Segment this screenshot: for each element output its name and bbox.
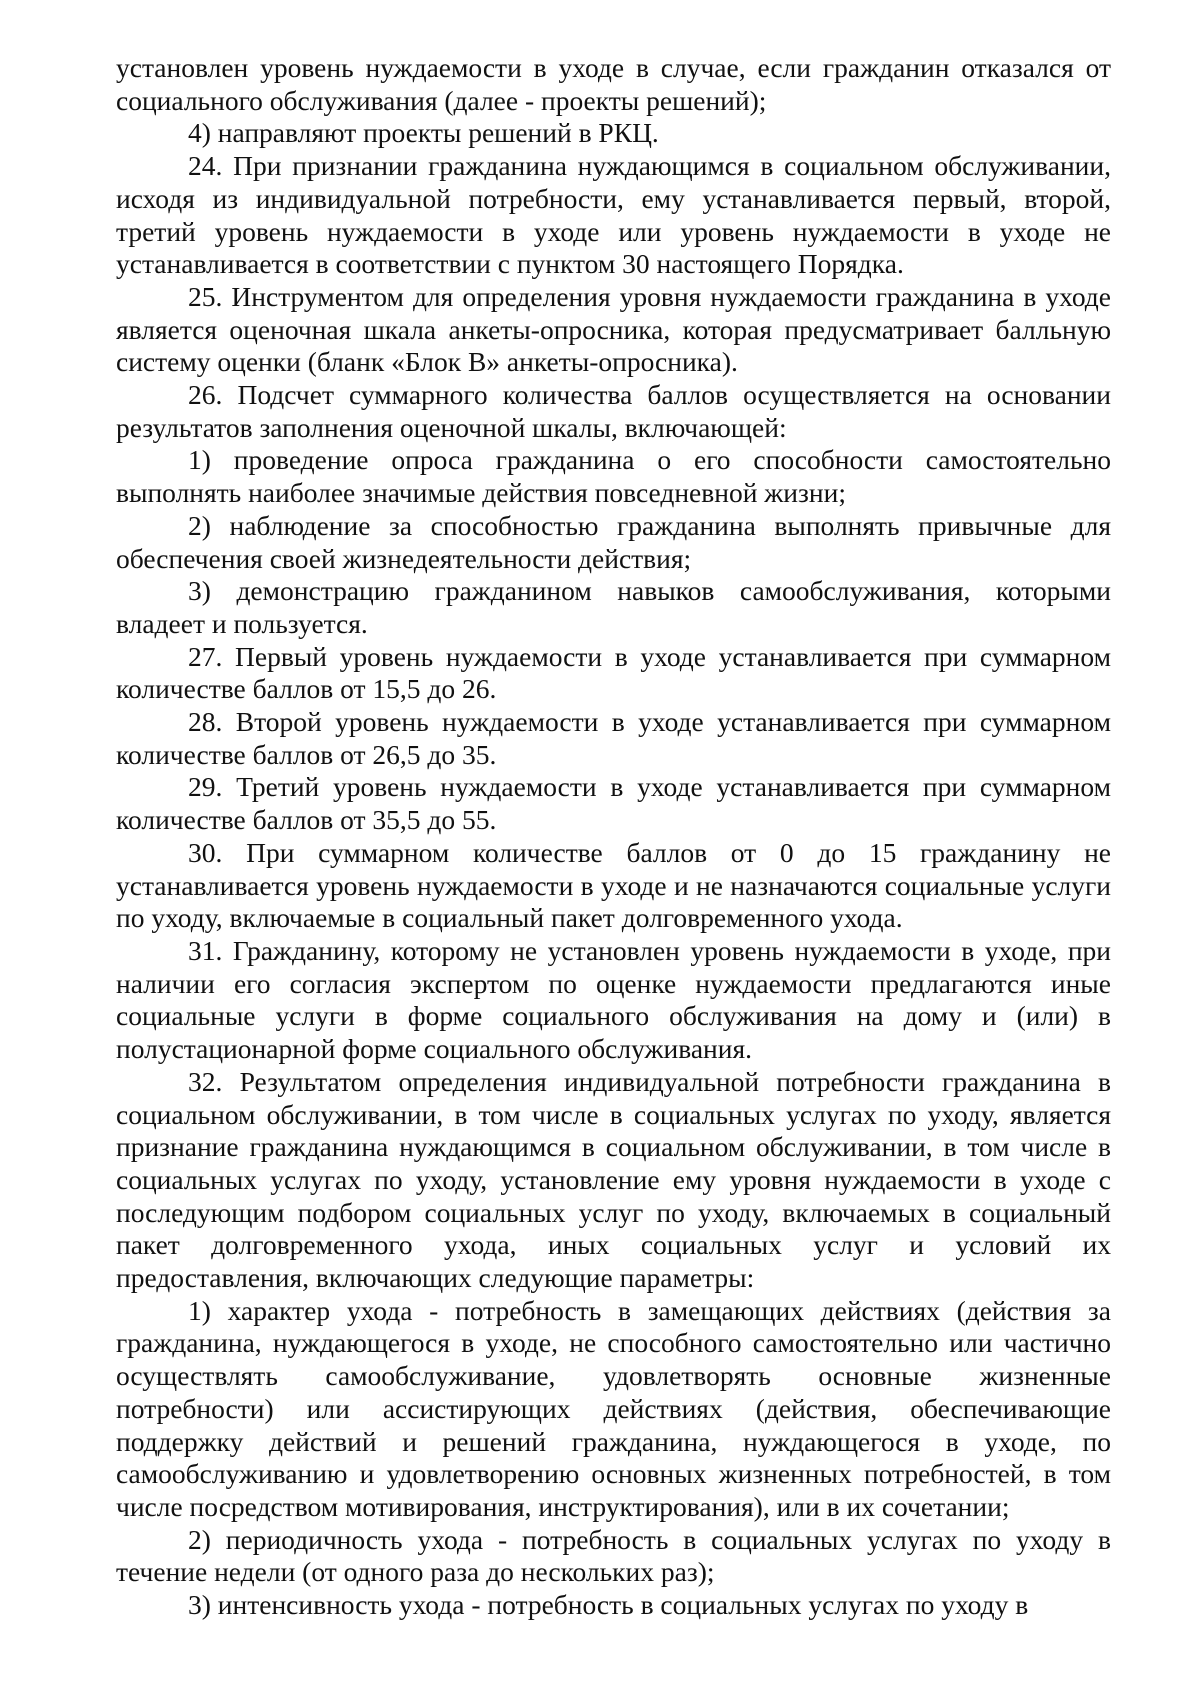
- paragraph-32-item-2: 2) периодичность ухода - потребность в социальных услугах по уходу в течение недели (от одного раза до нескольких раз);: [116, 1523, 1111, 1588]
- paragraph-30: 30. При суммарном количестве баллов от 0 до 15 гражданину не устанавливается уровень нуждаемости в уходе и не назначаются социальные услуги по уходу, включаемые в социальный пакет долговременного ухода.: [116, 836, 1111, 934]
- paragraph-26: 26. Подсчет суммарного количества баллов осуществляется на основании результатов заполнения оценочной шкалы, включающей:: [116, 379, 1111, 443]
- paragraph-27: 27. Первый уровень нуждаемости в уходе устанавливается при суммарном количестве баллов от 15,5 до 26.: [116, 640, 1111, 705]
- paragraph-item-4: 4) направляют проекты решений в РКЦ.: [188, 117, 659, 149]
- paragraph-26-item-3: 3) демонстрацию гражданином навыков самообслуживания, которыми владеет и пользуется.: [116, 575, 1111, 639]
- paragraph-continuation: установлен уровень нуждаемости в уходе в случае, если гражданин отказался от социального обслуживания (далее - проекты решений);: [116, 52, 1111, 116]
- paragraph-29: 29. Третий уровень нуждаемости в уходе устанавливается при суммарном количестве баллов от 35,5 до 55.: [116, 771, 1111, 836]
- paragraph-26-item-2: 2) наблюдение за способностью гражданина выполнять привычные для обеспечения своей жизнедеятельности действия;: [116, 509, 1111, 574]
- paragraph-31: 31. Гражданину, которому не установлен уровень нуждаемости в уходе, при наличии его согласия экспертом по оценке нуждаемости предлагаются иные социальные услуги в форме социального обслуживания на дому и (или) в полустационарной форме социального обслуживания.: [116, 934, 1111, 1065]
- document-body: [116, 52, 1111, 1622]
- paragraph-25: 25. Инструментом для определения уровня нуждаемости гражданина в уходе является оценочная шкала анкеты-опросника, которая предусматривает балльную систему оценки (бланк «Блок В» анкеты-опросника).: [116, 280, 1111, 378]
- paragraph-32-item-3: 3) интенсивность ухода - потребность в социальных услугах по уходу в: [188, 1589, 1029, 1621]
- paragraph-28: 28. Второй уровень нуждаемости в уходе устанавливается при суммарном количестве баллов от 26,5 до 35.: [116, 706, 1111, 770]
- paragraph-32-item-1: 1) характер ухода - потребность в замещающих действиях (действия за гражданина, нуждающегося в уходе, не способного самостоятельно или частично осуществлять самообслуживание, удовлетворять основные жизненные потребности) или ассистирующих действиях (действия, обеспечивающие поддержку действий и решений гражданина, нуждающегося в уходе, по самообслуживанию и удовлетворению основных жизненных потребностей, в том числе посредством мотивирования, инструктирования), или в их сочетании;: [116, 1294, 1111, 1522]
- paragraph-24: 24. При признании гражданина нуждающимся в социальном обслуживании, исходя из индивидуальной потребности, ему устанавливается первый, второй, третий уровень нуждаемости в уходе или уровень нуждаемости в уходе не устанавливается в соответствии с пунктом 30 настоящего Порядка.: [116, 150, 1111, 280]
- paragraph-32: 32. Результатом определения индивидуальной потребности гражданина в социальном обслуживании, в том числе в социальных услугах по уходу, является признание гражданина нуждающимся в социальном обслуживании, в том числе в социальных услугах по уходу, установление ему уровня нуждаемости в уходе с последующим подбором социальных услуг по уходу, включаемых в социальный пакет долговременного ухода, иных социальных услуг и условий их предоставления, включающих следующие параметры:: [116, 1065, 1111, 1294]
- paragraph-26-item-1: 1) проведение опроса гражданина о его способности самостоятельно выполнять наиболее значимые действия повседневной жизни;: [116, 444, 1111, 509]
